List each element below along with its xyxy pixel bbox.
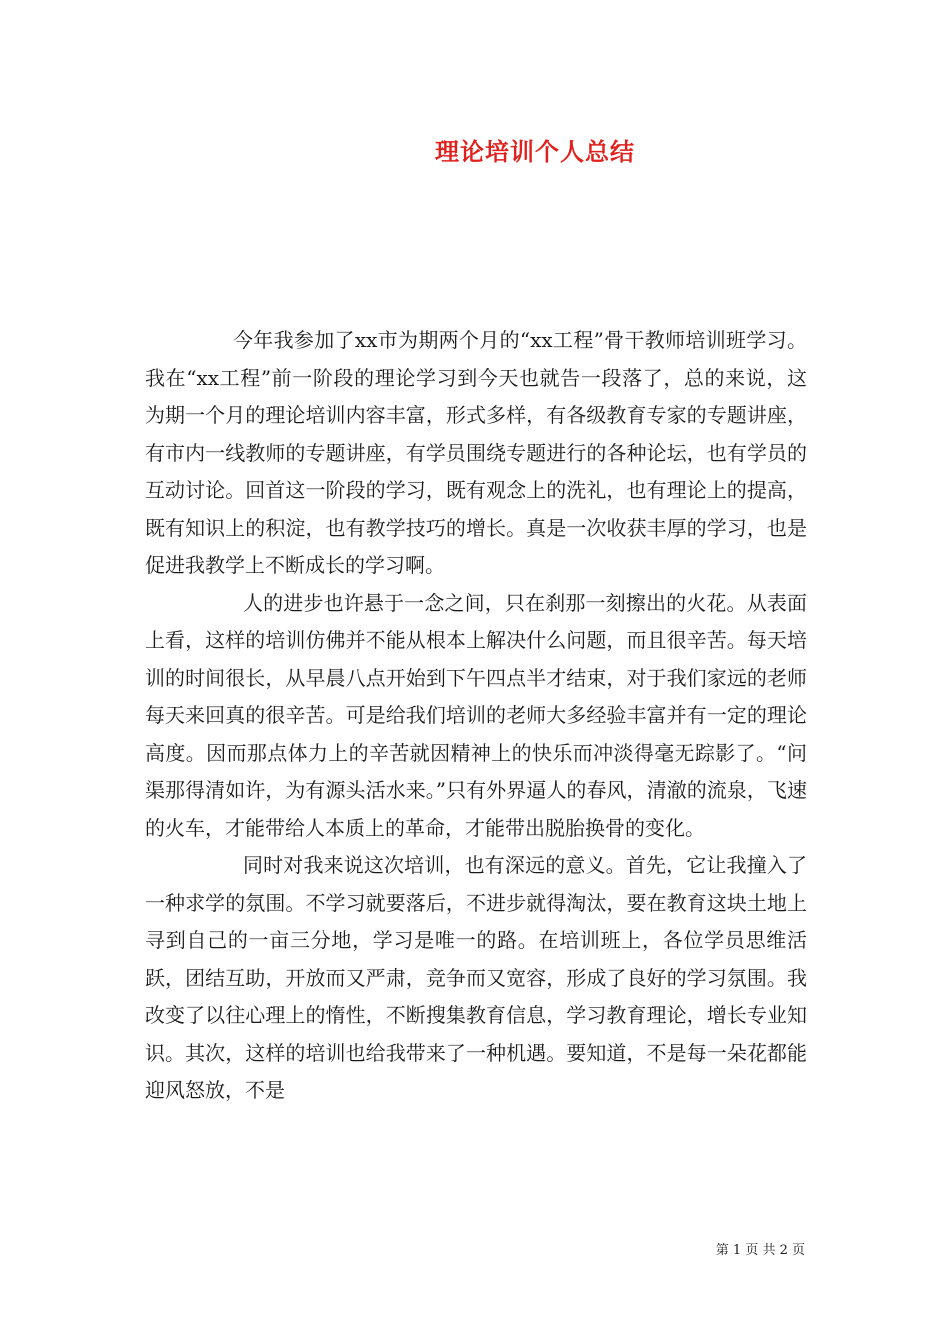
paragraph-3: 同时对我来说这次培训，也有深远的意义。首先，它让我撞入了一种求学的氛围。不学习就要落后，不进步就得淘汰，要在教育这块土地上寻到自己的一亩三分地，学习是唯一的路。在培训班上，各位学员思维活跃，团结互助，开放而又严肃，竞争而又宽容，形成了良好的学习氛围。我改变了以往心理上的惰性，不断搜集教育信息，学习教育理论，增长专业知识。其次，这样的培训也给我带来了一种机遇。要知道，不是每一朵花都能迎风怒放，不是 (145, 853, 807, 1102)
document-title: 理论培训个人总结 (435, 137, 635, 166)
paragraph-2: 人的进步也许悬于一念之间，只在刹那一刻擦出的火花。从表面上看，这样的培训仿佛并不能从根本上解决什么问题，而且很辛苦。每天培训的时间很长，从早晨八点开始到下午四点半才结束，对于我们家远的老师每天来回真的很辛苦。可是给我们培训的老师大多经验丰富并有一定的理论高度。因而那点体力上的辛苦就因精神上的快乐而冲淡得毫无踪影了。“问渠那得清如许，为有源头活水来。”只有外界逼人的春风，清澈的流泉，飞速的火车，才能带给人本质上的革命，才能带出脱胎换骨的变化。 (145, 590, 807, 840)
paragraph-1: 今年我参加了xx市为期两个月的“xx工程”骨干教师培训班学习。我在“xx工程”前一阶段的理论学习到今天也就告一段落了，总的来说，这为期一个月的理论培训内容丰富，形式多样，有各级教育专家的专题讲座，有市内一线教师的专题讲座，有学员围绕专题进行的各种论坛，也有学员的互动讨论。回首这一阶段的学习，既有观念上的洗礼，也有理论上的提高，既有知识上的积淀，也有教学技巧的增长。真是一次收获丰厚的学习，也是促进我教学上不断成长的学习啊。 (145, 328, 807, 577)
page-number-footer: 第 1 页 共 2 页 (715, 1243, 805, 1258)
document-body (145, 322, 807, 1110)
